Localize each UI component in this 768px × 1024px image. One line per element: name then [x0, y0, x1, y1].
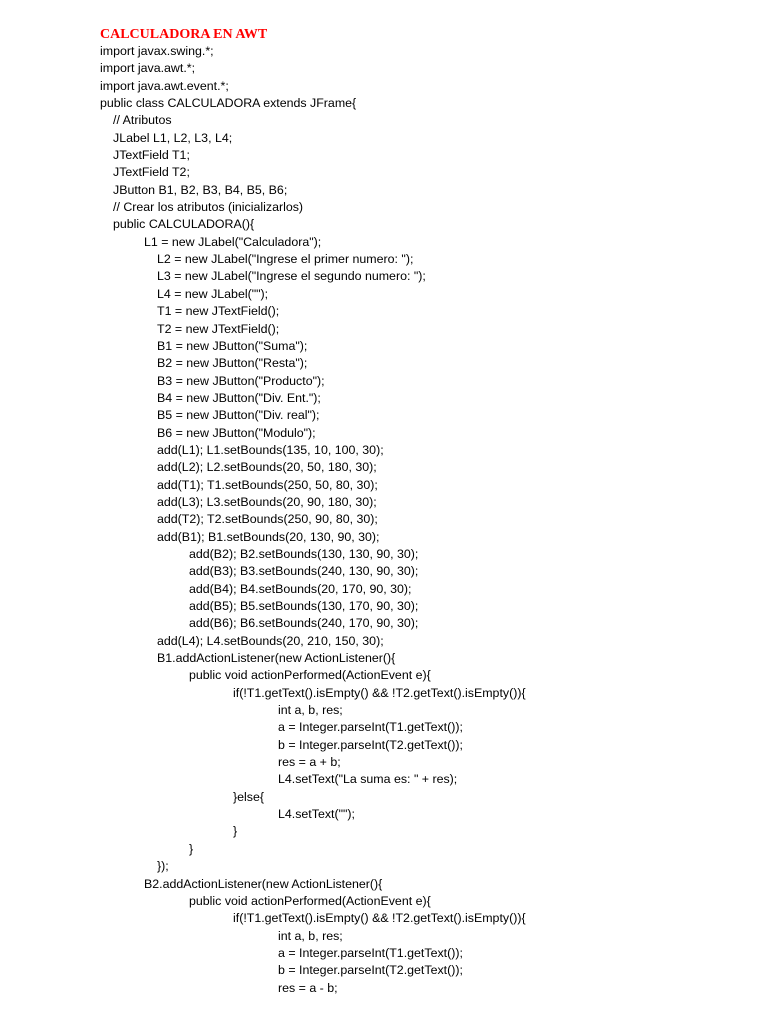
code-line: add(B5); B5.setBounds(130, 170, 90, 30); — [189, 599, 419, 613]
code-line: import javax.swing.*; — [100, 44, 214, 58]
code-line: // Crear los atributos (inicializarlos) — [113, 200, 304, 215]
code-line: b = Integer.parseInt(T2.getText()); — [278, 963, 463, 978]
code-line: add(L1); L1.setBounds(135, 10, 100, 30); — [157, 442, 384, 457]
document-title: CALCULADORA EN AWT — [100, 27, 268, 42]
code-line: add(L3); L3.setBounds(20, 90, 180, 30); — [157, 494, 377, 509]
code-line: JButton B1, B2, B3, B4, B5, B6; — [113, 182, 288, 197]
code-line: add(B6); B6.setBounds(240, 170, 90, 30); — [189, 616, 419, 631]
code-line: public void actionPerformed(ActionEvent e){ — [189, 893, 431, 908]
code-line: B5 = new JButton("Div. real"); — [157, 408, 320, 423]
code-line: B6 = new JButton("Modulo"); — [157, 425, 316, 440]
code-line: JTextField T2; — [113, 165, 190, 180]
code-line: L1 = new JLabel("Calculadora"); — [144, 234, 322, 249]
code-line: public void actionPerformed(ActionEvent e){ — [189, 668, 431, 683]
code-line: add(T1); T1.setBounds(250, 50, 80, 30); — [157, 477, 378, 492]
code-line: B2.addActionListener(new ActionListener(){ — [144, 876, 383, 891]
code-line: B4 = new JButton("Div. Ent."); — [157, 390, 321, 405]
code-line: T2 = new JTextField(); — [157, 321, 280, 336]
code-line: add(B2); B2.setBounds(130, 130, 90, 30); — [189, 546, 419, 561]
code-line: int a, b, res; — [278, 703, 343, 718]
code-line: // Atributos — [113, 113, 172, 128]
code-line: res = a + b; — [278, 755, 341, 770]
code-line: B3 = new JButton("Producto"); — [157, 373, 325, 388]
code-line: add(B4); B4.setBounds(20, 170, 90, 30); — [189, 581, 412, 596]
code-line: public class CALCULADORA extends JFrame{ — [100, 96, 357, 111]
code-line: L4 = new JLabel(""); — [157, 286, 269, 301]
code-line: L4.setText(""); — [278, 807, 355, 822]
code-line: L2 = new JLabel("Ingrese el primer numero: "); — [157, 252, 414, 267]
code-line: add(B1); B1.setBounds(20, 130, 90, 30); — [157, 529, 380, 544]
code-line: add(L2); L2.setBounds(20, 50, 180, 30); — [157, 460, 377, 475]
code-line: public CALCULADORA(){ — [113, 217, 255, 232]
code-line: } — [189, 841, 194, 856]
code-line: int a, b, res; — [278, 928, 343, 943]
code-line: L3 = new JLabel("Ingrese el segundo numero: "); — [157, 269, 426, 284]
code-line: a = Integer.parseInt(T1.getText()); — [278, 720, 463, 735]
code-line: L4.setText("La suma es: " + res); — [278, 772, 458, 787]
code-line: res = a - b; — [278, 980, 338, 995]
code-listing — [100, 43, 526, 997]
code-line: JLabel L1, L2, L3, L4; — [113, 130, 233, 145]
code-line: import java.awt.event.*; — [100, 78, 229, 93]
code-line: } — [233, 824, 238, 839]
code-line: JTextField T1; — [113, 148, 190, 163]
code-line: B1.addActionListener(new ActionListener(){ — [157, 651, 396, 666]
code-line: if(!T1.getText().isEmpty() && !T2.getText().isEmpty()){ — [233, 685, 526, 700]
code-line: b = Integer.parseInt(T2.getText()); — [278, 737, 463, 752]
code-line: add(T2); T2.setBounds(250, 90, 80, 30); — [157, 512, 378, 527]
code-line: }); — [157, 859, 169, 874]
code-line: a = Integer.parseInt(T1.getText()); — [278, 945, 463, 960]
code-line: if(!T1.getText().isEmpty() && !T2.getText().isEmpty()){ — [233, 911, 526, 926]
code-line: T1 = new JTextField(); — [157, 304, 280, 319]
code-line: }else{ — [233, 789, 265, 804]
code-line: add(B3); B3.setBounds(240, 130, 90, 30); — [189, 564, 419, 579]
code-line: B2 = new JButton("Resta"); — [157, 356, 308, 371]
code-line: import java.awt.*; — [100, 61, 196, 76]
code-line: add(L4); L4.setBounds(20, 210, 150, 30); — [157, 633, 384, 648]
code-line: B1 = new JButton("Suma"); — [157, 338, 308, 353]
